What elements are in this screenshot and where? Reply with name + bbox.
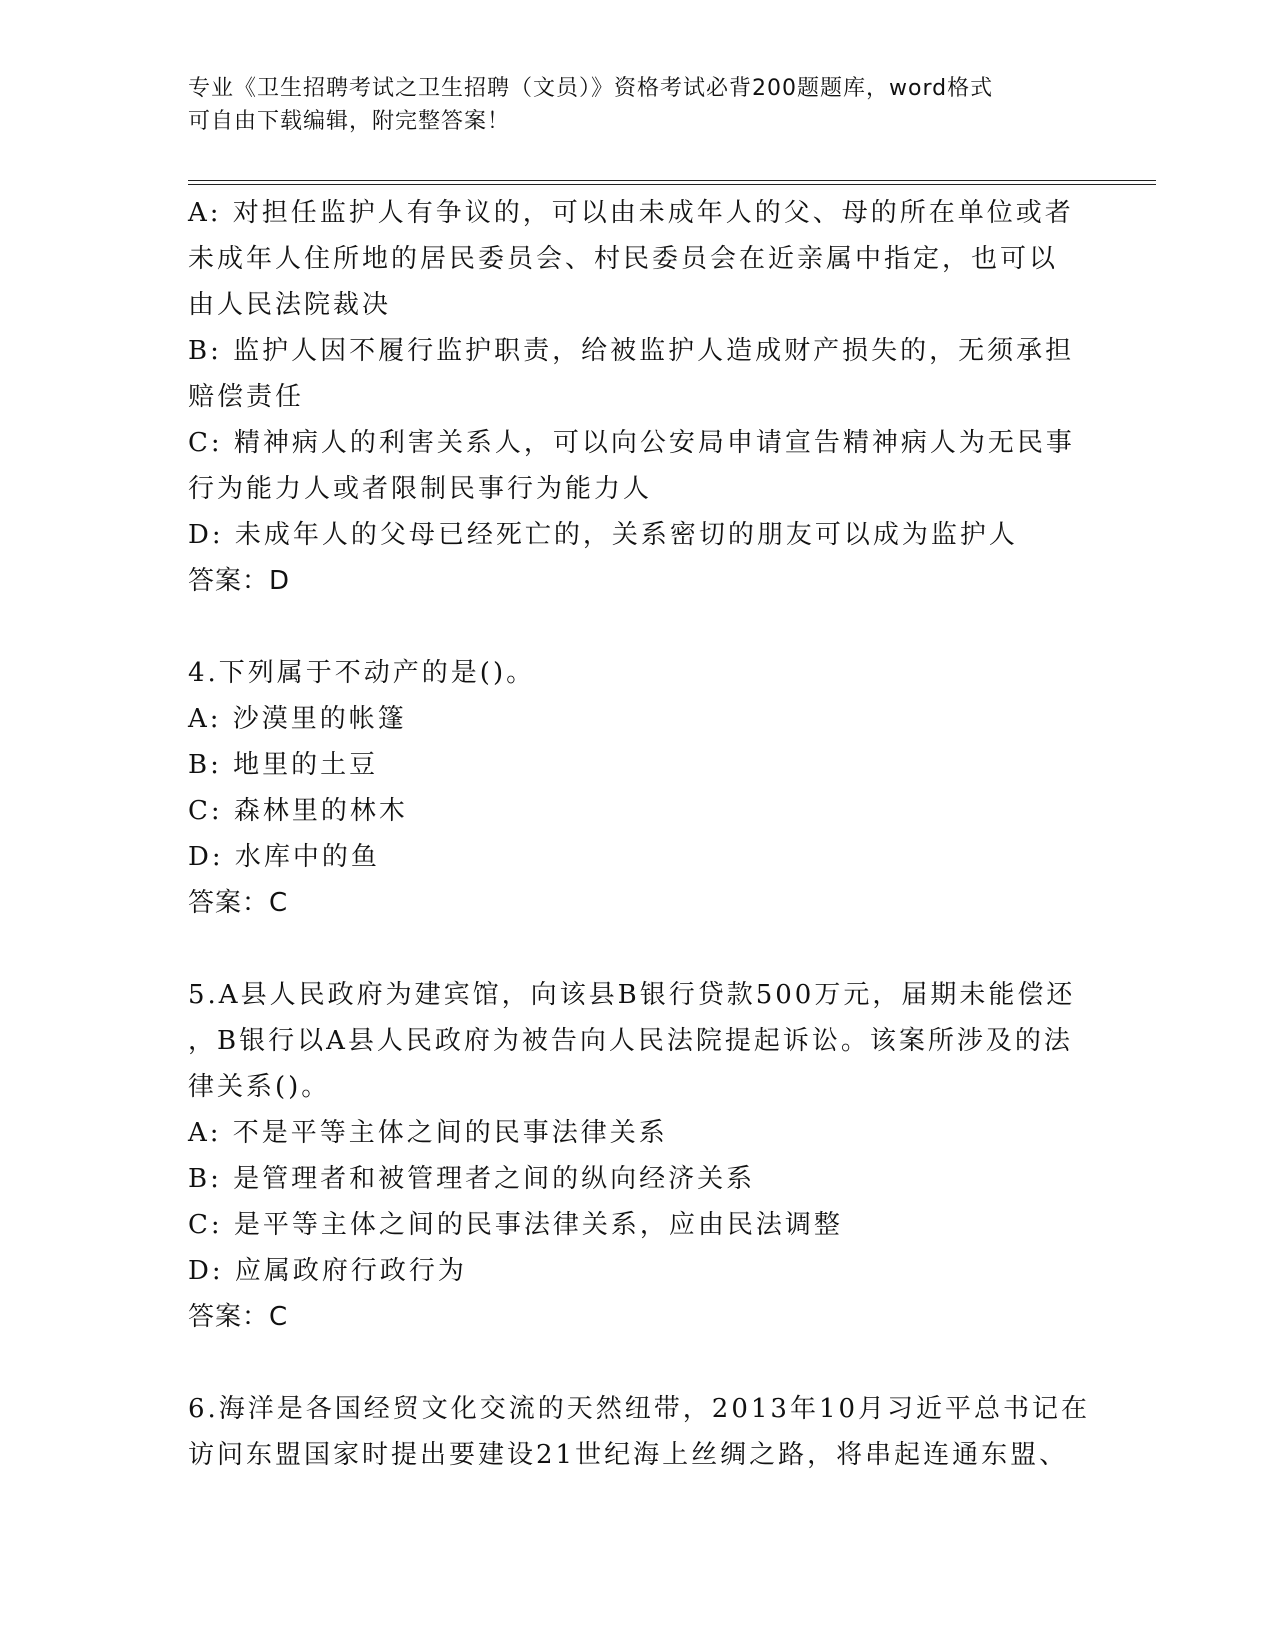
spacer <box>188 604 1088 650</box>
question-6-block <box>188 1386 1091 1478</box>
q4-option-b: B: 地里的土豆 <box>188 750 379 780</box>
q3-option-d: D: 未成年人的父母已经死亡的，关系密切的朋友可以成为监护人 <box>188 520 1018 550</box>
q3-answer: 答案：D <box>188 566 291 596</box>
question-4-block <box>188 650 1088 926</box>
q4-option-a: A: 沙漠里的帐篷 <box>188 704 407 734</box>
q5-stem-line-1: 5.A县人民政府为建宾馆，向该县B银行贷款500万元，届期未能偿还 <box>188 980 1076 1010</box>
q5-option-b: B: 是管理者和被管理者之间的纵向经济关系 <box>188 1164 756 1194</box>
q4-answer: 答案：C <box>188 888 289 918</box>
header-title-line-2: 可自由下载编辑，附完整答案！ <box>188 109 511 134</box>
header-title-line-1: 专业《卫生招聘考试之卫生招聘（文员）》资格考试必背200题题库，word格式 <box>188 76 994 101</box>
question-5-block <box>188 972 1088 1340</box>
q3-option-a-line-3: 由人民法院裁决 <box>188 290 392 320</box>
q3-option-b-line-1: B: 监护人因不履行监护职责，给被监护人造成财产损失的，无须承担 <box>188 336 1075 366</box>
q3-option-a-line-1: A: 对担任监护人有争议的，可以由未成年人的父、母的所在单位或者 <box>188 198 1074 228</box>
q3-option-a-line-2: 未成年人住所地的居民委员会、村民委员会在近亲属中指定，也可以 <box>188 244 1059 274</box>
q3-option-b-line-2: 赔偿责任 <box>188 382 305 412</box>
header-divider-bottom <box>188 184 1156 185</box>
q4-option-c: C: 森林里的林木 <box>188 796 408 826</box>
q5-option-c: C: 是平等主体之间的民事法律关系，应由民法调整 <box>188 1210 843 1240</box>
q5-option-a: A: 不是平等主体之间的民事法律关系 <box>188 1118 668 1148</box>
q5-stem-line-3: 律关系()。 <box>188 1072 331 1102</box>
q5-option-d: D: 应属政府行政行为 <box>188 1256 467 1286</box>
q6-stem-line-2: 访问东盟国家时提出要建设21世纪海上丝绸之路，将串起连通东盟、 <box>188 1440 1069 1470</box>
q5-answer: 答案：C <box>188 1302 289 1332</box>
document-body <box>188 190 1091 1478</box>
header-divider-top <box>188 180 1156 181</box>
q5-stem-line-2: ，B银行以A县人民政府为被告向人民法院提起诉讼。该案所涉及的法 <box>188 1026 1073 1056</box>
spacer <box>188 926 1088 972</box>
spacer <box>188 1340 1088 1386</box>
q4-option-d: D: 水库中的鱼 <box>188 842 380 872</box>
q3-option-c-line-1: C: 精神病人的利害关系人，可以向公安局申请宣告精神病人为无民事 <box>188 428 1075 458</box>
q3-option-c-line-2: 行为能力人或者限制民事行为能力人 <box>188 474 653 504</box>
question-3-block <box>188 190 1088 604</box>
q6-stem-line-1: 6.海洋是各国经贸文化交流的天然纽带，2013年10月习近平总书记在 <box>188 1394 1091 1424</box>
document-header <box>188 72 1068 138</box>
q4-stem: 4.下列属于不动产的是()。 <box>188 658 536 688</box>
